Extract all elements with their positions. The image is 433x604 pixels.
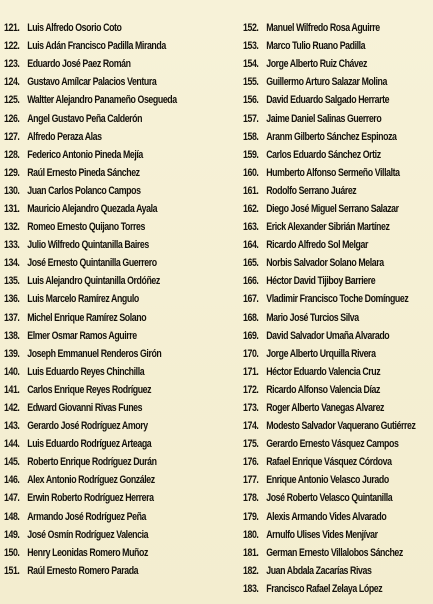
list-item-name: Carlos Eduardo Sánchez Ortiz: [266, 148, 381, 161]
list-item-name: Carlos Enrique Reyes Rodríguez: [27, 383, 152, 396]
list-item-name: Elmer Osmar Ramos Aguirre: [27, 329, 137, 342]
list-item-name: Waltter Alejandro Panameño Osegueda: [27, 94, 177, 107]
list-item: [4, 73, 192, 91]
name-list-left-column: [4, 19, 230, 580]
name-list-right-column: [243, 19, 431, 598]
list-item-number: 181.: [243, 546, 259, 559]
list-item-number: 132.: [4, 221, 20, 234]
list-item: [243, 146, 399, 164]
list-item-number: 161.: [243, 184, 259, 197]
list-item: [4, 471, 192, 489]
list-item-name: Ricardo Alfredo Sol Melgar: [266, 239, 368, 252]
list-item-number: 128.: [4, 148, 20, 161]
list-item-name: Arnulfo Ulises Vides Menjívar: [266, 528, 378, 541]
list-item: [4, 526, 192, 544]
list-item-number: 142.: [4, 402, 20, 415]
list-item: [243, 236, 399, 254]
list-item: [243, 544, 403, 562]
list-item-number: 141.: [4, 383, 20, 396]
list-item-name: Eduardo José Paez Román: [27, 58, 131, 71]
list-item-name: Gerardo Ernesto Vásquez Campos: [266, 438, 399, 451]
list-item-name: David Eduardo Salgado Herrarte: [266, 94, 390, 107]
list-item-name: Jorge Alberto Urquilla Rivera: [266, 347, 376, 360]
list-item: [243, 182, 399, 200]
list-item-number: 151.: [4, 564, 20, 577]
list-item-number: 157.: [243, 112, 259, 125]
list-item: [4, 345, 192, 363]
list-item-number: 169.: [243, 329, 259, 342]
list-item: [4, 19, 192, 37]
list-item-name: Héctor Eduardo Valencia Cruz: [266, 365, 381, 378]
list-item-number: 180.: [243, 528, 259, 541]
list-item: [243, 73, 399, 91]
list-item-name: Jaime Daniel Salinas Guerrero: [266, 112, 382, 125]
list-item: [243, 309, 399, 327]
list-item: [243, 399, 399, 417]
list-item-name: Luis Eduardo Rodríguez Arteaga: [27, 438, 152, 451]
list-item: [4, 128, 192, 146]
list-item-name: Humberto Alfonso Sermeño Villalta: [266, 166, 400, 179]
list-item-name: Romeo Ernesto Quijano Torres: [27, 221, 145, 234]
list-item-name: Juan Abdala Zacarías Rivas: [266, 564, 372, 577]
list-item: [4, 218, 192, 236]
list-item-number: 153.: [243, 40, 259, 53]
list-item-name: Luis Adán Francisco Padilla Miranda: [27, 40, 166, 53]
list-item: [243, 19, 399, 37]
list-item-number: 123.: [4, 58, 20, 71]
list-item-name: Erick Alexander Sibrián Martínez: [266, 221, 390, 234]
list-item: [4, 164, 192, 182]
list-item-number: 165.: [243, 257, 259, 270]
list-item-name: Guillermo Arturo Salazar Molina: [266, 76, 387, 89]
list-item-number: 156.: [243, 94, 259, 107]
list-item-number: 158.: [243, 130, 259, 143]
list-item-number: 154.: [243, 58, 259, 71]
list-item-number: 175.: [243, 438, 259, 451]
list-item-name: José Osmín Rodríguez Valencia: [27, 528, 149, 541]
list-item-number: 126.: [4, 112, 20, 125]
list-item-number: 163.: [243, 221, 259, 234]
list-item-number: 173.: [243, 402, 259, 415]
list-item: [4, 109, 192, 127]
list-item-name: Marco Tulio Ruano Padilla: [266, 40, 366, 53]
list-item-number: 138.: [4, 329, 20, 342]
list-item-name: Roger Alberto Vanegas Alvarez: [266, 402, 385, 415]
list-item: [4, 327, 192, 345]
list-item-name: José Roberto Velasco Quintanilla: [266, 492, 393, 505]
list-item-number: 177.: [243, 474, 259, 487]
list-item: [243, 580, 399, 598]
list-item-name: Luis Marcelo Ramírez Angulo: [27, 293, 139, 306]
list-item: [4, 272, 192, 290]
list-item: [4, 91, 192, 109]
list-item: [4, 381, 192, 399]
list-item-number: 164.: [243, 239, 259, 252]
list-item-name: Alfredo Peraza Alas: [27, 130, 102, 143]
list-item-number: 129.: [4, 166, 20, 179]
list-item: [4, 544, 192, 562]
list-item: [243, 345, 399, 363]
list-item: [243, 508, 399, 526]
list-item-name: Rafael Enrique Vásquez Córdova: [266, 456, 392, 469]
list-item: [243, 37, 399, 55]
list-item-name: Alexis Armando Vides Alvarado: [266, 510, 387, 523]
list-item-number: 121.: [4, 22, 20, 35]
list-item: [243, 109, 399, 127]
list-item: [243, 363, 399, 381]
list-item: [4, 236, 192, 254]
list-item-number: 179.: [243, 510, 259, 523]
list-item-name: Ricardo Alfonso Valencia Díaz: [266, 383, 380, 396]
list-item-name: Luis Alejandro Quintanilla Ordóñez: [27, 275, 160, 288]
list-item-name: Manuel Wilfredo Rosa Aguirre: [266, 22, 380, 35]
list-item-name: José Ernesto Quintanilla Guerrero: [27, 257, 157, 270]
list-item-name: Gustavo Amílcar Palacios Ventura: [27, 76, 157, 89]
list-item: [243, 128, 399, 146]
list-item: [243, 381, 399, 399]
list-item-name: Michel Enrique Ramírez Solano: [27, 311, 147, 324]
list-item-name: Armando José Rodríguez Peña: [27, 510, 147, 523]
list-item: [4, 399, 192, 417]
list-item: [4, 363, 192, 381]
list-item: [243, 489, 399, 507]
list-item-number: 125.: [4, 94, 20, 107]
list-item: [243, 254, 399, 272]
list-item: [4, 453, 192, 471]
list-item-name: Joseph Emmanuel Renderos Girón: [27, 347, 162, 360]
list-item: [4, 435, 192, 453]
list-item-name: David Salvador Umaña Alvarado: [266, 329, 390, 342]
list-item: [4, 146, 192, 164]
list-item: [4, 309, 192, 327]
list-item: [4, 417, 192, 435]
list-item-number: 147.: [4, 492, 20, 505]
list-item: [4, 489, 192, 507]
list-item: [243, 435, 399, 453]
list-item: [243, 218, 399, 236]
list-item: [4, 182, 192, 200]
list-item: [4, 290, 192, 308]
list-item-name: Erwin Roberto Rodríguez Herrera: [27, 492, 154, 505]
list-item: [243, 417, 416, 435]
list-item-name: Raúl Ernesto Romero Parada: [27, 564, 139, 577]
list-item: [243, 290, 409, 308]
list-item-number: 170.: [243, 347, 259, 360]
list-item-number: 176.: [243, 456, 259, 469]
list-item-number: 183.: [243, 582, 259, 595]
list-item-number: 146.: [4, 474, 20, 487]
list-item-name: Raúl Ernesto Pineda Sánchez: [27, 166, 140, 179]
list-item-name: Henry Leonidas Romero Muñoz: [27, 546, 148, 559]
list-item-number: 149.: [4, 528, 20, 541]
list-item: [4, 200, 192, 218]
list-item: [243, 327, 399, 345]
list-item-name: Modesto Salvador Vaquerano Gutiérrez: [266, 420, 416, 433]
list-item-number: 166.: [243, 275, 259, 288]
list-item-name: Juan Carlos Polanco Campos: [27, 184, 141, 197]
list-item: [243, 91, 399, 109]
list-item-number: 122.: [4, 40, 20, 53]
list-item: [4, 562, 192, 580]
list-item-name: Gerardo José Rodríguez Amory: [27, 420, 148, 433]
list-item-number: 150.: [4, 546, 20, 559]
list-item: [243, 272, 399, 290]
list-item-number: 140.: [4, 365, 20, 378]
list-item-number: 174.: [243, 420, 259, 433]
list-item-number: 137.: [4, 311, 20, 324]
list-item-number: 172.: [243, 383, 259, 396]
list-item: [243, 164, 399, 182]
list-item-number: 160.: [243, 166, 259, 179]
list-item-number: 155.: [243, 76, 259, 89]
list-item-number: 131.: [4, 202, 20, 215]
list-item-name: Angel Gustavo Peña Calderón: [27, 112, 143, 125]
list-item-number: 144.: [4, 438, 20, 451]
list-item-number: 182.: [243, 564, 259, 577]
list-item-name: Jorge Alberto Ruiz Chávez: [266, 58, 367, 71]
list-item: [243, 526, 399, 544]
list-item: [243, 200, 399, 218]
list-item-number: 168.: [243, 311, 259, 324]
list-item-name: Luis Alfredo Osorio Coto: [27, 22, 122, 35]
list-item-name: Alex Antonio Rodríguez González: [27, 474, 155, 487]
list-item: [243, 562, 399, 580]
list-item-name: Vladimir Francisco Toche Domínguez: [266, 293, 409, 306]
list-item-name: Norbis Salvador Solano Melara: [266, 257, 384, 270]
list-item-name: Luis Eduardo Reyes Chinchilla: [27, 365, 145, 378]
list-item-number: 162.: [243, 202, 259, 215]
list-item-name: Francisco Rafael Zelaya López: [266, 582, 383, 595]
list-item-number: 167.: [243, 293, 259, 306]
list-item: [4, 55, 192, 73]
list-item-number: 145.: [4, 456, 20, 469]
list-item-number: 135.: [4, 275, 20, 288]
list-item: [243, 471, 399, 489]
list-item-number: 148.: [4, 510, 20, 523]
list-item: [4, 37, 192, 55]
list-item-name: Edward Giovanni Rivas Funes: [27, 402, 143, 415]
list-item-number: 130.: [4, 184, 20, 197]
list-item: [4, 508, 192, 526]
list-item-number: 133.: [4, 239, 20, 252]
list-item-name: German Ernesto Villalobos Sánchez: [266, 546, 403, 559]
list-item-number: 178.: [243, 492, 259, 505]
list-item-number: 171.: [243, 365, 259, 378]
list-item-name: Héctor David Tijiboy Barriere: [266, 275, 376, 288]
list-item: [4, 254, 192, 272]
list-item-name: Mario José Turcios Silva: [266, 311, 359, 324]
list-item-name: Rodolfo Serrano Juárez: [266, 184, 357, 197]
list-item-name: Julio Wilfredo Quintanilla Baires: [27, 239, 149, 252]
list-item-name: Aranm Gilberto Sánchez Espinoza: [266, 130, 397, 143]
list-item-number: 152.: [243, 22, 259, 35]
list-item-number: 136.: [4, 293, 20, 306]
list-item-number: 134.: [4, 257, 20, 270]
list-item-name: Diego José Miguel Serrano Salazar: [266, 202, 399, 215]
list-item-number: 159.: [243, 148, 259, 161]
list-item: [243, 453, 399, 471]
list-item-number: 124.: [4, 76, 20, 89]
list-item: [243, 55, 399, 73]
list-item-number: 127.: [4, 130, 20, 143]
list-item-number: 143.: [4, 420, 20, 433]
list-item-name: Mauricio Alejandro Quezada Ayala: [27, 202, 158, 215]
list-item-name: Federico Antonio Pineda Mejía: [27, 148, 143, 161]
list-item-number: 139.: [4, 347, 20, 360]
list-item-name: Enrique Antonio Velasco Jurado: [266, 474, 389, 487]
list-item-name: Roberto Enrique Rodríguez Durán: [27, 456, 157, 469]
